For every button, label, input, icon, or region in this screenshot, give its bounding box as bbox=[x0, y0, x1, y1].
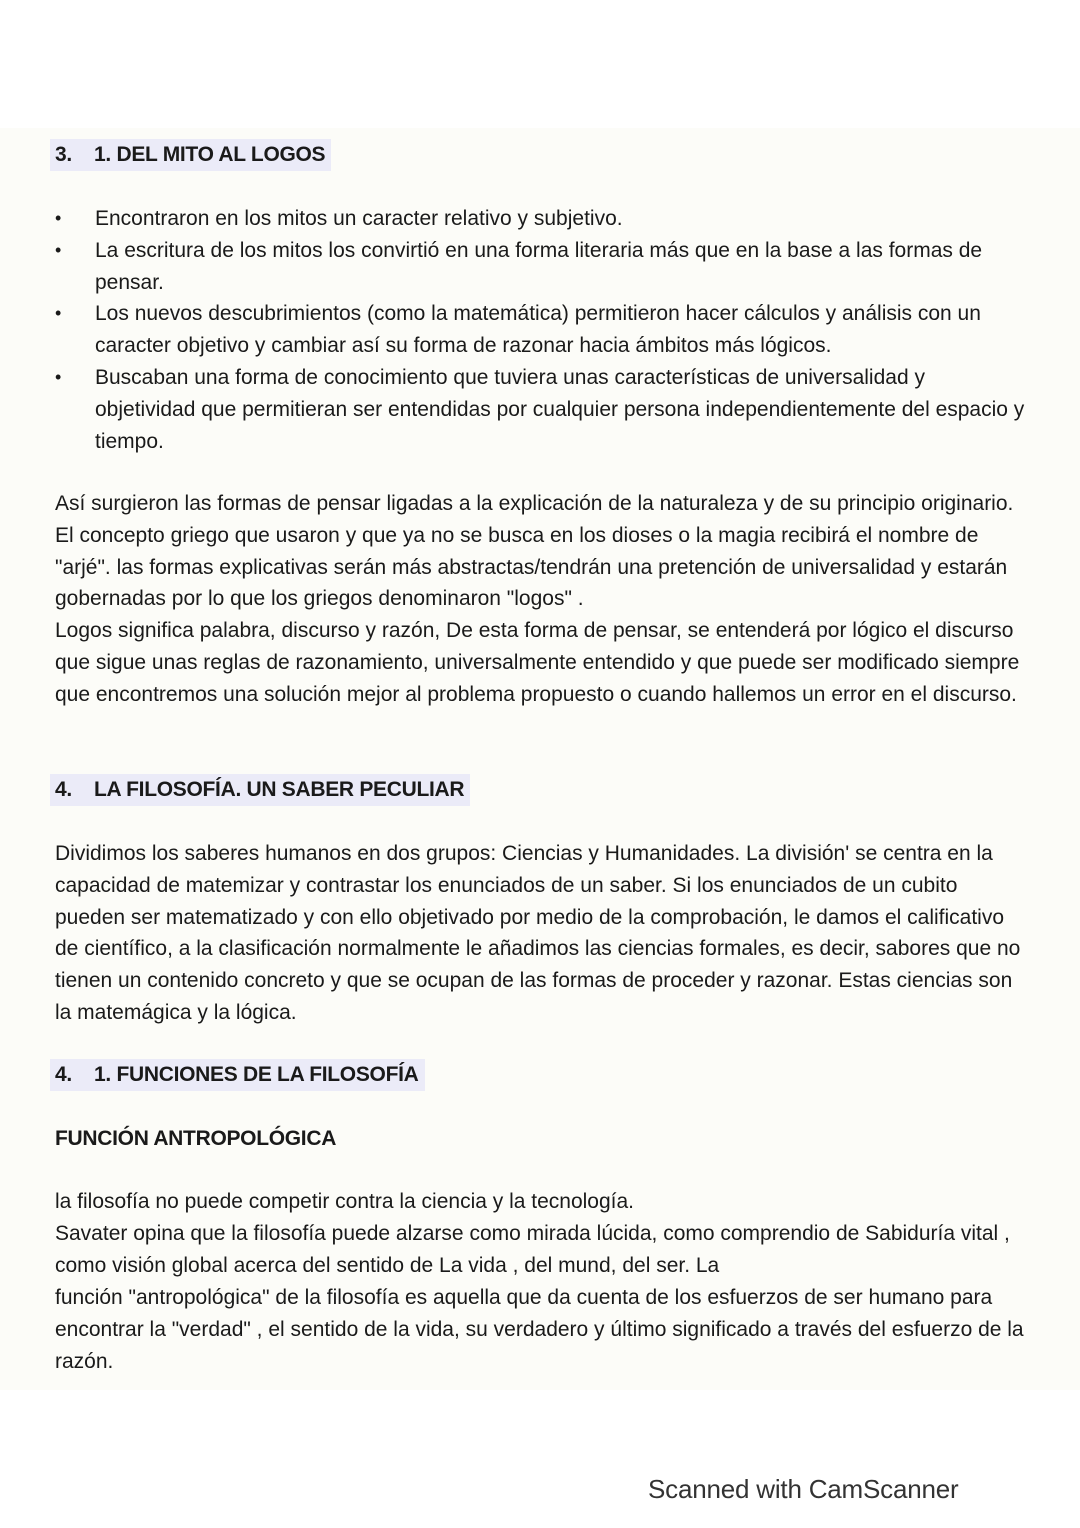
section-number: 4. bbox=[55, 1063, 72, 1086]
section-number: 3. bbox=[55, 143, 72, 166]
paragraph-savater: Savater opina que la filosofía puede alzarse como mirada lúcida, como comprendio de Sabiduría vital , como visión global acerca del sentido de La vida , del mund, del ser. La bbox=[55, 1222, 1010, 1277]
section-title: LA FILOSOFÍA. UN SABER PECULIAR bbox=[94, 778, 465, 801]
section-title: 1. DEL MITO AL LOGOS bbox=[94, 143, 326, 166]
list-item: • Los nuevos descubrimientos (como la matemática) permitieron hacer cálculos y análisis con un caracter objetivo y cambiar así su forma de razonar hacia ámbitos más lógicos. bbox=[55, 298, 1025, 362]
list-item: • La escritura de los mitos los convirtió en una forma literaria más que en la base a las formas de pensar. bbox=[55, 235, 1025, 299]
section-title: 1. FUNCIONES DE LA FILOSOFÍA bbox=[94, 1063, 419, 1086]
paragraph-saberes: Dividimos los saberes humanos en dos grupos: Ciencias y Humanidades. La división' se centra en la capacidad de matemizar y contrastar los enunciados de un saber. Si los enunciados de un cubito pueden ser matematizado y con ello objetivado por medio de la comprobación, le damos el calificativo de científico, a la clasificación normalmente le añadimos las ciencias formales, es decir, sabores que no tienen un contenido concreto y que se ocupan de las formas de proceder y razonar. Estas ciencias son la matemágica y la lógica. bbox=[55, 842, 1021, 1024]
paragraph-logos: Logos significa palabra, discurso y razón, De esta forma de pensar, se entenderá por lógico el discurso que sigue unas reglas de razonamiento, universalmente entendido y que puede ser modificado siempre que encontremos una solución mejor al problema propuesto o cuando hallemos un error en el discurso. bbox=[55, 619, 1020, 706]
list-item: • Encontraron en los mitos un caracter relativo y subjetivo. bbox=[55, 203, 1025, 235]
bullet-icon: • bbox=[55, 239, 62, 260]
subheading-funcion-antropologica: FUNCIÓN ANTROPOLÓGICA bbox=[55, 1127, 337, 1150]
section-heading-funciones bbox=[50, 1059, 425, 1091]
paragraph-antropologica: función "antropológica" de la filosofía es aquella que da cuenta de los esfuerzos de ser humano para encontrar la "verdad" , el sentido de la vida, su verdadero y último significado a través del esfuerzo de la razón. bbox=[55, 1286, 1024, 1373]
bullet-icon: • bbox=[55, 303, 62, 324]
paragraph-competir: la filosofía no puede competir contra la ciencia y la tecnología. bbox=[55, 1190, 635, 1213]
section-heading-la-filosofia bbox=[50, 774, 470, 806]
list-item: • Buscaban una forma de conocimiento que tuviera unas características de universalidad y objetividad que permitieran ser entendidas por cualquier persona independientemente del espacio y tiempo. bbox=[55, 362, 1025, 457]
section-number: 4. bbox=[55, 778, 72, 801]
section-heading-del-mito-al-logos bbox=[50, 139, 331, 171]
camscanner-watermark: Scanned with CamScanner bbox=[648, 1474, 959, 1504]
bullet-icon: • bbox=[55, 208, 62, 228]
bullet-list bbox=[55, 203, 1025, 457]
bullet-icon: • bbox=[55, 366, 62, 387]
paragraph-arje: Así surgieron las formas de pensar ligadas a la explicación de la naturaleza y de su principio originario. El concepto griego que usaron y que ya no se busca en los dioses o la magia recibirá el nombre de "arjé". las formas explicativas serán más abstractas/tendrán una pretención de universalidad y estarán gobernadas por lo que los griegos denominaron "logos" . bbox=[55, 492, 1014, 611]
